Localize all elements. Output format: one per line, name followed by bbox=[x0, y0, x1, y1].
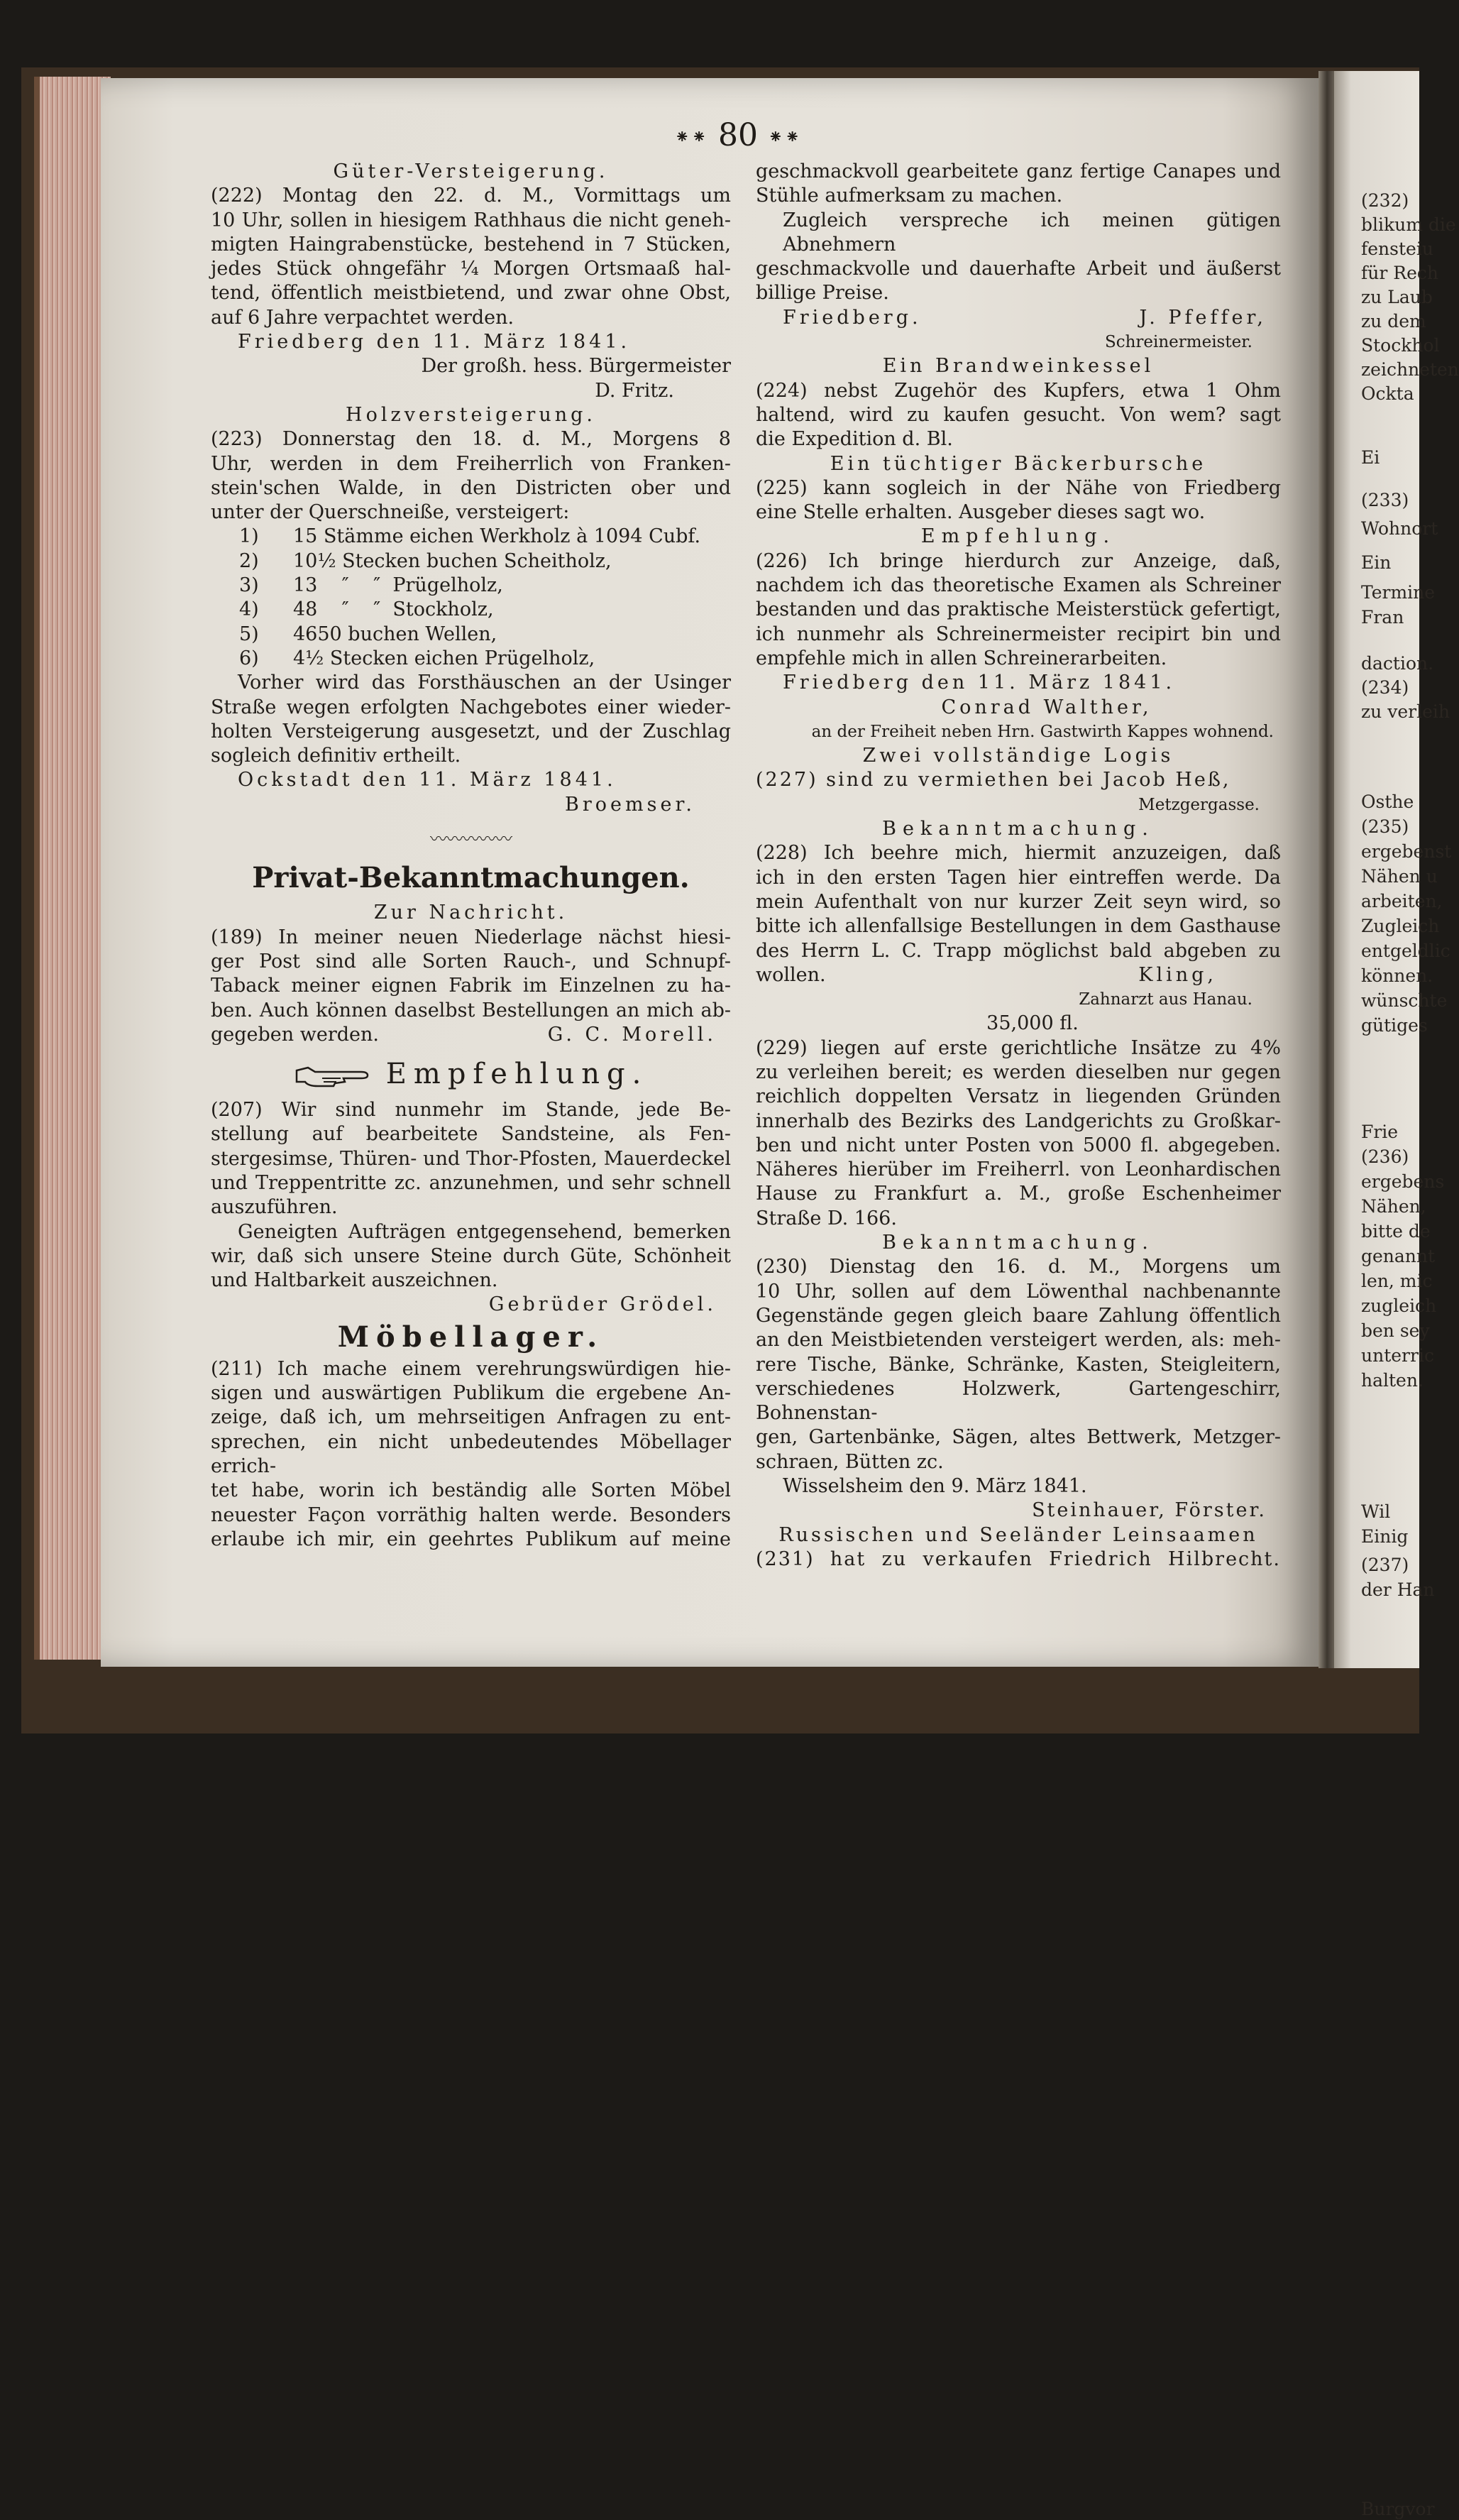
notice-211: (211) Ich mache einem verehrungswürdigen hie- sigen und auswärtigen Publikum die ergebene An- zeige, daß ich, um mehrseitigen Anfragen zu ent- sprechen, ein nicht unbedeutendes Möbellager errich- tet habe, worin ich beständig alle Sorten Möbel neuester Façon vorräthig halten werde. Besonders erlaube ich mir, ein geehrtes Publikum auf meine bbox=[211, 1357, 731, 1550]
right-page-fragment bbox=[1334, 71, 1459, 2519]
next-page-line: halten. bbox=[1361, 1370, 1424, 1391]
next-page-line: Zugleich bbox=[1361, 916, 1440, 936]
right-column bbox=[756, 160, 1281, 1572]
next-page-line: Nähen u bbox=[1361, 866, 1438, 887]
notice-224: (224) nebst Zugehör des Kupfers, etwa 1 Ohm haltend, wird zu kaufen gesucht. Von wem? sagt die Expedition d. Bl. bbox=[756, 379, 1281, 451]
next-page-line: Nähen, bbox=[1361, 1196, 1426, 1217]
next-page-line: Ockta bbox=[1361, 383, 1414, 404]
book-gutter bbox=[1318, 71, 1336, 1668]
next-page-line: Burgvor bbox=[1361, 2499, 1435, 2519]
next-page-line: Wil bbox=[1361, 1501, 1391, 1522]
next-page-line: Termine bbox=[1361, 582, 1436, 603]
heading-baeckerbursche: Ein tüchtiger Bäckerbursche bbox=[830, 452, 1207, 475]
notice-225: (225) kann sogleich in der Nähe von Friedberg eine Stelle erhalten. Ausgeber dieses sagt wo. bbox=[756, 476, 1281, 524]
next-page-line: zu dem bbox=[1361, 311, 1426, 332]
list-item: 5) 4650 buchen Wellen, bbox=[239, 623, 497, 645]
heading-moebellager: Möbellager. bbox=[337, 1320, 605, 1354]
notice-228: (228) Ich beehre mich, hiermit anzuzeigen, daß ich in den ersten Tagen hier eintreffen werde. Da mein Aufenthalt von nur kurzer Zeit seyn wird, so bitte ich allenfallsige Bestellungen in dem Gasthause des Herrn L. C. Trapp möglichst bald abgeben zu wollen. Kling, Zahnarzt aus Hanau. bbox=[756, 842, 1281, 1009]
page-edges bbox=[34, 77, 111, 1660]
next-page-line: Ei bbox=[1361, 447, 1380, 468]
left-column bbox=[211, 160, 731, 1552]
next-page-line: zu verleih bbox=[1361, 701, 1450, 722]
list-item: 2) 10½ Stecken buchen Scheitholz, bbox=[239, 549, 612, 572]
next-page-line: Fran bbox=[1361, 607, 1404, 628]
next-page-line: daction. bbox=[1361, 653, 1434, 674]
notice-189: (189) In meiner neuen Niederlage nächst hiesi- ger Post sind alle Sorten Rauch-, und Schnupf- Taback meiner eignen Fabrik im Einzelnen zu ha- ben. Auch können daselbst Bestellungen an mich ab- gegeben werden. G. C. Morell. bbox=[211, 926, 731, 1046]
next-page-line: zeichneten bbox=[1361, 359, 1459, 380]
heading-summe: 35,000 fl. bbox=[986, 1012, 1079, 1035]
page-number: ⁕⁕ 80 ⁕⁕ bbox=[674, 117, 802, 153]
notice-222: (222) Montag den 22. d. M., Vormittags um 10 Uhr, sollen in hiesigem Rathhaus die nicht geneh- migten Haingrabenstücke, bestehend in 7 Stücken, jedes Stück ohngefähr ¼ Morgen Ortsmaaß hal- tend, öffentlich meistbietend, und zwar ohne Obst, auf 6 Jahre verpachtet werden. Friedberg den 11. März 1841. Der großh. hess. Bürgermeister D. Fritz. bbox=[211, 185, 731, 402]
notice-229: (229) liegen auf erste gerichtliche Insätze zu 4% zu verleihen bereit; es werden dieselben nur gegen reichlich doppelten Versatz in liegenden Gründen innerhalb des Bezirks des Landgerichts zu Großkar- ben und nicht unter Posten von 5000 fl. abgegeben. Näheres hierüber im Freiherrl. von Leonhardischen Hause zu Frankfurt a. M., große Eschenheimer Straße D. 166. bbox=[756, 1036, 1281, 1229]
next-page-line: genannt bbox=[1361, 1246, 1436, 1266]
next-page-line: ergebens bbox=[1361, 1171, 1445, 1192]
heading-privat-bekanntmachungen: Privat-Bekanntmachungen. bbox=[252, 861, 690, 895]
next-page-line: (237) bbox=[1361, 1555, 1409, 1575]
heading-brandweinkessel: Ein Brandweinkessel bbox=[882, 355, 1155, 378]
next-page-line: (232) bbox=[1361, 190, 1409, 211]
next-page-line: Wohnort bbox=[1361, 518, 1438, 539]
notice-231: (231) hat zu verkaufen Friedrich Hilbrecht. bbox=[756, 1547, 1281, 1570]
next-page-line: fensteiu bbox=[1361, 239, 1433, 259]
next-page-line: zugleich bbox=[1361, 1295, 1437, 1316]
next-page-line: (234) bbox=[1361, 677, 1409, 698]
divider-ornament: 〰〰〰〰〰 bbox=[430, 829, 512, 850]
next-page-line: Ein bbox=[1361, 552, 1392, 573]
notice-230: (230) Dienstag den 16. d. M., Morgens um 10 Uhr, sollen auf dem Löwenthal nachbenannte Gegenstände gegen gleich baare Zahlung öffentlich an den Meistbietenden versteigert werden, als: meh- rere Tische, Bänke, Schränke, Kasten, Steigleitern, verschiedenes Holzwerk, Gartengeschirr, Bohnenstan- gen, Gartenbänke, Sägen, altes Bettwerk, Metzger- schraen, Bütten zc. Wisselsheim den 9. März 1841. Steinhauer, Förster. bbox=[756, 1256, 1281, 1522]
notice-207: (207) Wir sind nunmehr im Stande, jede Be- stellung auf bearbeitete Sandsteine, als Fen- stergesimse, Thüren- und Thor-Pfosten, Mauerdeckel und Treppentritte zc. anzunehmen, und sehr schnell auszuführen. Geneigten Aufträgen entgegensehend, bemerken wir, daß sich unsere Steine durch Güte, Schönheit und Haltbarkeit auszeichnen. Gebrüder Grödel. bbox=[211, 1099, 731, 1316]
next-page-line: für Rech bbox=[1361, 263, 1438, 283]
notice-226: (226) Ich bringe hierdurch zur Anzeige, daß, nachdem ich das theoretische Examen als Schreiner bestanden und das praktische Meisterstück gefertigt, ich nunmehr als Schreinermeister recipirt bin und empfehle mich in allen Schreinerarbeiten. Friedberg den 11. März 1841. Conrad Walther, an der Freiheit neben Hrn. Gastwirth Kappes wohnend. bbox=[756, 549, 1281, 741]
next-page-line: wünschte bbox=[1361, 990, 1448, 1011]
next-page-line: ben sey bbox=[1361, 1320, 1430, 1341]
next-page-line: gütiges bbox=[1361, 1015, 1428, 1036]
next-page-line: (235) bbox=[1361, 816, 1409, 837]
next-page-line: (233) bbox=[1361, 490, 1409, 510]
next-page-line: können. bbox=[1361, 965, 1433, 986]
notice-227: (227) sind zu vermiethen bei Jacob Heß, Metzgergasse. bbox=[756, 769, 1260, 814]
notice-211-continued: geschmackvoll gearbeitete ganz fertige Canapes und Stühle aufmerksam zu machen. Zugleich verspreche ich meinen gütigen Abnehmern geschmackvolle und dauerhafte Arbeit und äußerst billige Preise. Friedberg. J. Pfeffer, Schreinermeister. bbox=[756, 160, 1281, 352]
notice-223: (223) Donnerstag den 18. d. M., Morgens 8 Uhr, werden in dem Freiherrlich von Franken- stein'schen Walde, in den Districten ober und unter der Querschneiße, versteigert: 1) 15 Stämme eichen Werkholz à 1094 Cubf. 2) 10½ Stecken buchen Scheitholz, 3) 13 ″ ″ Prügelholz, 4) 48 ″ ″ Stockholz, 5) 4650 buchen Wellen, 6) 4½ Stecken eichen Prügelholz, Vorher wird das Forsthäuschen an der Usinger Straße wegen erfolgten Nachgebotes einer wieder- holten Versteigerung ausgesetzt, und der Zuschlag sogleich definitiv ertheilt. Ockstadt den 11. März 1841. Broemser. bbox=[211, 428, 731, 816]
heading-empfehlung-2: Empfehlung. bbox=[920, 525, 1116, 548]
heading-bekanntmachung-2: Bekanntmachung. bbox=[882, 1232, 1155, 1254]
wood-list bbox=[211, 525, 731, 671]
list-item: 1) 15 Stämme eichen Werkholz à 1094 Cubf. bbox=[239, 525, 701, 548]
next-page-line: blikum die bbox=[1361, 214, 1456, 235]
heading-empfehlung-1: Empfehlung. bbox=[211, 1054, 731, 1094]
next-page-line: zu Laub bbox=[1361, 287, 1433, 307]
heading-zwei-logis: Zwei vollständige Logis bbox=[862, 745, 1174, 767]
next-page-line: len, mic bbox=[1361, 1271, 1433, 1291]
list-item: 6) 4½ Stecken eichen Prügelholz, bbox=[239, 647, 595, 669]
next-page-line: Osthe bbox=[1361, 791, 1414, 812]
next-page-line: unterric bbox=[1361, 1345, 1434, 1366]
next-page-line: (236) bbox=[1361, 1146, 1409, 1167]
heading-bekanntmachung-1: Bekanntmachung. bbox=[882, 818, 1155, 840]
next-page-line: Frie bbox=[1361, 1122, 1399, 1142]
heading-leinsaamen: Russischen und Seeländer Leinsaamen bbox=[778, 1523, 1258, 1546]
heading-zur-nachricht: Zur Nachricht. bbox=[373, 902, 568, 924]
next-page-line: entgeldlic bbox=[1361, 941, 1450, 961]
next-page-line: bitte de bbox=[1361, 1221, 1431, 1242]
list-item: 4) 48 ″ ″ Stockholz, bbox=[239, 598, 494, 621]
pointing-hand-icon bbox=[294, 1062, 372, 1090]
heading-holzversteigerung: Holzversteigerung. bbox=[346, 403, 596, 426]
next-page-line: ergebenst bbox=[1361, 841, 1452, 862]
next-page-line: der Han bbox=[1361, 1579, 1435, 1600]
next-page-line: Einig bbox=[1361, 1526, 1409, 1547]
next-page-line: arbeiten, bbox=[1361, 891, 1443, 911]
heading-gueter-versteigerung: Güter-Versteigerung. bbox=[333, 160, 609, 182]
list-item: 3) 13 ″ ″ Prügelholz, bbox=[239, 574, 503, 597]
next-page-line: Stockhol bbox=[1361, 335, 1440, 356]
